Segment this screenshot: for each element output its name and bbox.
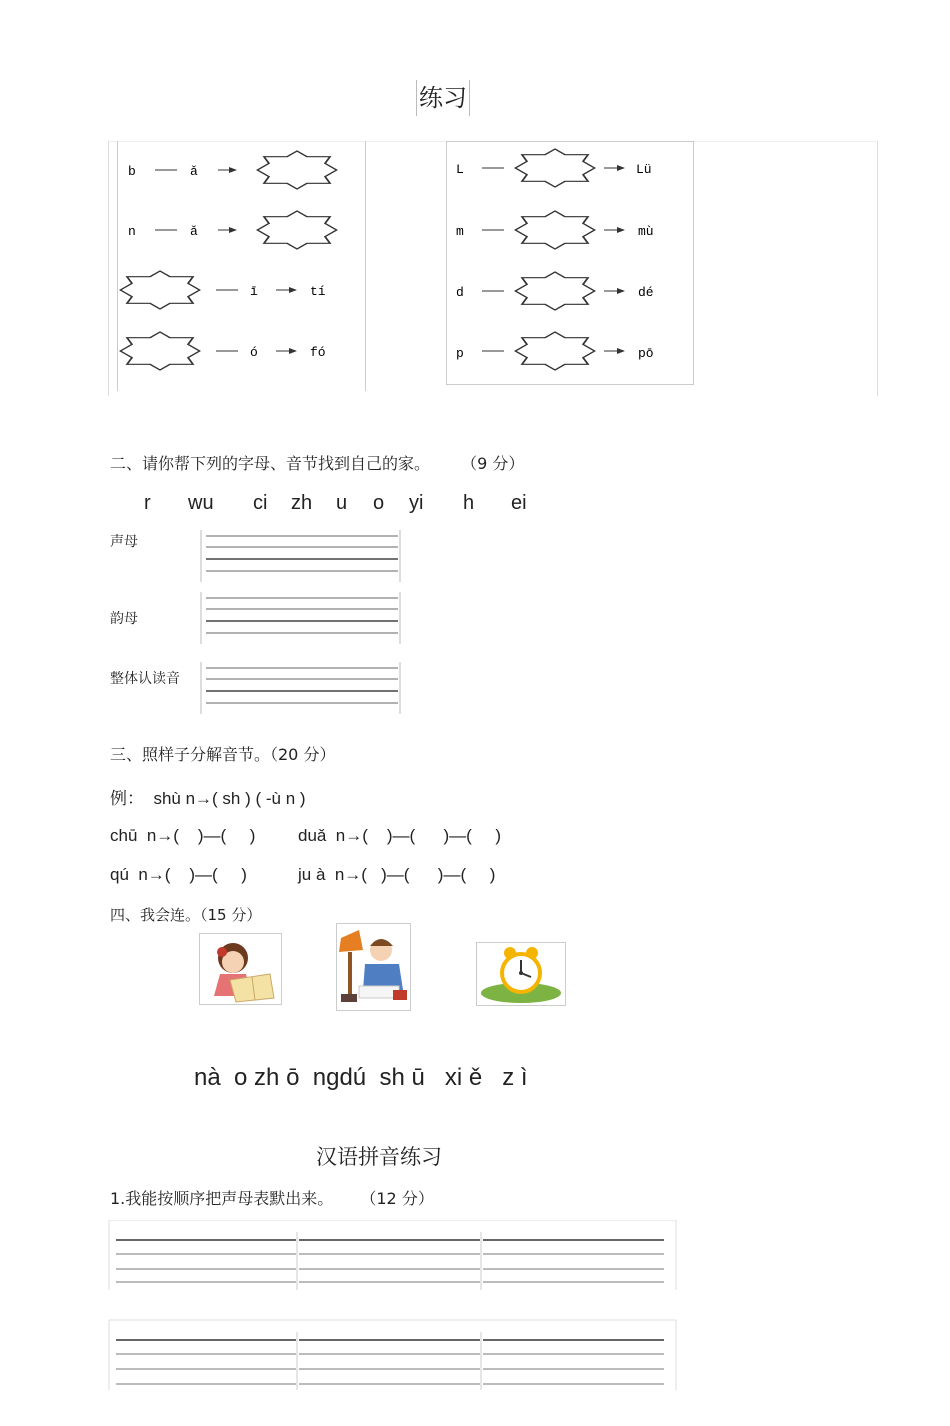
left-row-2-final: ǎ — [190, 224, 198, 239]
left-row-1-initial: b — [128, 164, 136, 179]
writing-staffs — [200, 530, 402, 716]
blank-star-shape[interactable] — [515, 149, 594, 187]
right-row-3-initial: d — [456, 285, 464, 300]
staff-yunmu[interactable] — [201, 592, 400, 644]
section2-items — [110, 492, 670, 518]
part2-q1-text: 1.我能按顺序把声母表默出来。 — [110, 1189, 334, 1208]
right-row-3-result: dé — [638, 285, 654, 300]
right-row-2 — [456, 211, 654, 249]
section4-words: nà o zh ō ngdú sh ū xi ě z ì — [194, 1064, 528, 1091]
page-title: 练习 — [416, 80, 470, 116]
boy-writing-lamp-image — [336, 923, 411, 1011]
blank-star-shape[interactable] — [257, 211, 336, 249]
item-h: h — [463, 492, 475, 514]
right-row-1-result: Lü — [636, 162, 652, 177]
item-yi: yi — [409, 492, 424, 514]
left-row-3-result: tí — [310, 284, 326, 299]
right-row-4 — [456, 332, 654, 370]
section3-example: 例： shù n→( sh ) ( -ù n ) — [110, 789, 306, 808]
left-row-2-initial: n — [128, 224, 136, 239]
item-o: o — [373, 492, 385, 514]
reading-girl-image — [199, 933, 282, 1005]
part2-q1-score: （12 分） — [360, 1189, 434, 1208]
blank-star-shape[interactable] — [515, 211, 594, 249]
writing-grid — [108, 1220, 678, 1392]
right-row-4-initial: p — [456, 346, 464, 361]
blank-star-shape[interactable] — [120, 332, 199, 370]
section2-heading-text: 二、请你帮下列的字母、音节找到自己的家。 — [110, 454, 431, 473]
section2-score: （9 分） — [461, 454, 525, 473]
section3-row2-a: qú n→( )—( ) — [110, 865, 247, 884]
blank-star-shape[interactable] — [515, 272, 594, 310]
item-r: r — [144, 492, 151, 514]
blank-star-shape[interactable] — [257, 151, 336, 189]
left-row-4-final: ó — [250, 345, 258, 360]
right-row-1-initial: L — [456, 162, 464, 177]
item-ei: ei — [511, 492, 527, 514]
staff-zhengti[interactable] — [201, 662, 400, 714]
alarm-clock-image — [476, 942, 566, 1006]
left-row-4 — [120, 332, 325, 370]
item-wu: wu — [188, 492, 214, 514]
staff-shengmu[interactable] — [201, 530, 400, 582]
right-row-4-result: pō — [638, 346, 654, 361]
writing-block-1[interactable] — [109, 1220, 676, 1290]
part2-q1 — [110, 1186, 434, 1209]
writing-block-2[interactable] — [109, 1320, 676, 1390]
right-row-2-result: mù — [638, 224, 654, 239]
item-ci: ci — [253, 492, 268, 514]
section3-row1-b: duǎ n→( )—( )—( ) — [298, 826, 502, 845]
label-zhengti: 整体认读音 — [110, 671, 180, 687]
item-u: u — [336, 492, 348, 514]
right-row-2-initial: m — [456, 224, 464, 239]
left-row-4-result: fó — [310, 345, 326, 360]
left-row-2 — [128, 211, 337, 249]
item-zh: zh — [291, 492, 313, 514]
part2-title: 汉语拼音练习 — [316, 1145, 442, 1169]
blank-star-shape[interactable] — [120, 271, 199, 309]
left-row-1-final: ǎ — [190, 164, 198, 179]
section3-heading: 三、照样子分解音节。（20 分） — [110, 745, 336, 764]
section1-drawing — [0, 0, 950, 420]
right-row-3 — [456, 272, 654, 310]
section2-heading — [110, 451, 524, 474]
left-row-1 — [128, 151, 337, 189]
section3-row2-b: ju à n→( )—( )—( ) — [298, 865, 496, 884]
section3-row1-a: chū n→( )—( ) — [110, 826, 256, 845]
section4-heading: 四、我会连。（15 分） — [110, 906, 262, 924]
label-yunmu: 韵母 — [110, 611, 138, 627]
blank-star-shape[interactable] — [515, 332, 594, 370]
left-row-3 — [120, 271, 325, 309]
label-shengmu: 声母 — [110, 534, 138, 550]
right-row-1 — [456, 149, 652, 187]
left-row-3-final: ī — [250, 284, 258, 299]
